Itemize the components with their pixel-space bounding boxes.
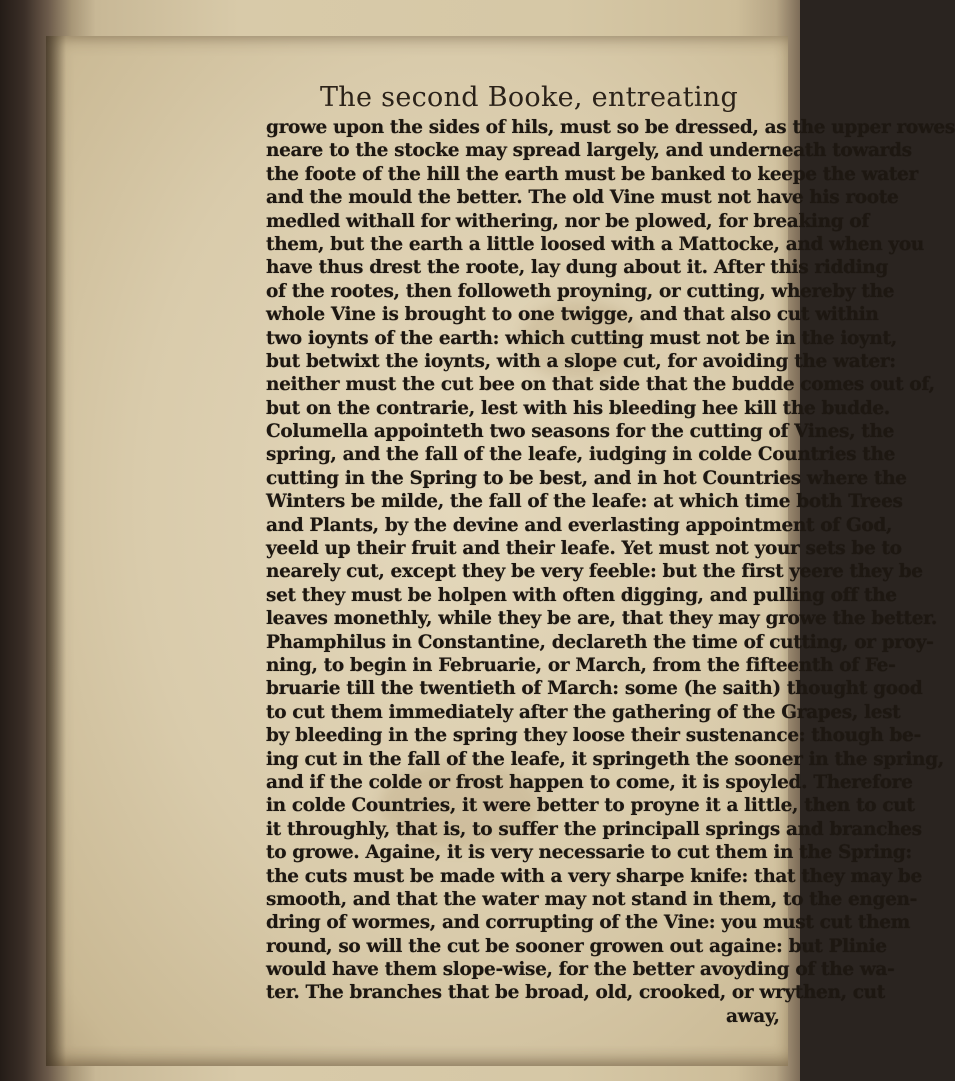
text-line: but on the contrarie, lest with his bleeding hee kill the budde. bbox=[266, 397, 890, 419]
text-line: but betwixt the ioynts, with a slope cut, for avoiding the water: bbox=[266, 350, 896, 372]
text-line: and if the colde or frost happen to come, it is spoyled. Therefore bbox=[266, 771, 913, 793]
text-line: round, so will the cut be sooner growen out againe: but Plinie bbox=[266, 935, 887, 957]
text-line: Columella appointeth two seasons for the cutting of Vines, the bbox=[266, 421, 895, 443]
text-line: set they must be holpen with often digging, and pulling off the bbox=[266, 584, 897, 606]
text-line: whole Vine is brought to one twigge, and that also cut within bbox=[266, 304, 879, 326]
text-line: neare to the stocke may spread largely, and underneath towards bbox=[266, 140, 912, 162]
text-line: and Plants, by the devine and everlasting appointment of God, bbox=[266, 514, 893, 536]
text-line: it throughly, that is, to suffer the principall springs and branches bbox=[266, 818, 922, 840]
text-line: them, but the earth a little loosed with a Mattocke, and when you bbox=[266, 233, 924, 255]
text-line: smooth, and that the water may not stand in them, to the engen- bbox=[266, 888, 917, 910]
running-head: The second Booke, entreating bbox=[320, 82, 739, 113]
text-line: ing cut in the fall of the leafe, it springeth the sooner in the spring, bbox=[266, 748, 944, 770]
page-gutter-shadow bbox=[46, 36, 66, 1066]
text-line: ning, to begin in Februarie, or March, from the fifteenth of Fe- bbox=[266, 654, 896, 676]
text-line: nearely cut, except they be very feeble: but the first yeere they be bbox=[266, 561, 923, 583]
text-line: ter. The branches that be broad, old, crooked, or wrythen, cut bbox=[266, 982, 885, 1004]
text-line: Phamphilus in Constantine, declareth the time of cutting, or proy- bbox=[266, 631, 934, 653]
text-line: and the mould the better. The old Vine must not have his roote bbox=[266, 187, 899, 209]
text-line: to cut them immediately after the gathering of the Grapes, lest bbox=[266, 701, 901, 723]
text-line: two ioynts of the earth: which cutting must not be in the ioynt, bbox=[266, 327, 897, 349]
text-line: medled withall for withering, nor be plowed, for breaking of bbox=[266, 210, 869, 232]
text-line: growe upon the sides of hils, must so be dressed, as the upper rowes bbox=[266, 117, 955, 138]
text-line: spring, and the fall of the leafe, iudging in colde Countries the bbox=[266, 444, 896, 466]
text-line: dring of wormes, and corrupting of the Vine: you must cut them bbox=[266, 912, 910, 934]
text-line: by bleeding in the spring they loose their sustenance: though be- bbox=[266, 725, 921, 747]
text-line: cutting in the Spring to be best, and in hot Countries where the bbox=[266, 467, 907, 489]
text-line: leaves monethly, while they be are, that they may growe the better. bbox=[266, 608, 937, 630]
text-line: the cuts must be made with a very sharpe knife: that they may be bbox=[266, 865, 922, 887]
text-line: yeeld up their fruit and their leafe. Yet must not your sets be to bbox=[266, 538, 902, 560]
text-line: in colde Countries, it were better to proyne it a little, then to cut bbox=[266, 795, 915, 817]
text-line: have thus drest the roote, lay dung about it. After this ridding bbox=[266, 257, 888, 279]
text-line: Winters be milde, the fall of the leafe: at which time both Trees bbox=[266, 491, 903, 513]
text-line: would have them slope-wise, for the better avoyding of the wa- bbox=[266, 959, 895, 981]
body-text bbox=[266, 116, 955, 1028]
text-line: the foote of the hill the earth must be banked to keepe the water bbox=[266, 163, 918, 185]
text-line: bruarie till the twentieth of March: some (he saith) thought good bbox=[266, 678, 923, 700]
text-line: neither must the cut bee on that side that the budde comes out of, bbox=[266, 374, 935, 396]
text-line: of the rootes, then followeth proyning, or cutting, whereby the bbox=[266, 280, 895, 302]
text-line: away, bbox=[726, 1005, 780, 1027]
text-line: to growe. Againe, it is very necessarie to cut them in the Spring: bbox=[266, 842, 912, 864]
